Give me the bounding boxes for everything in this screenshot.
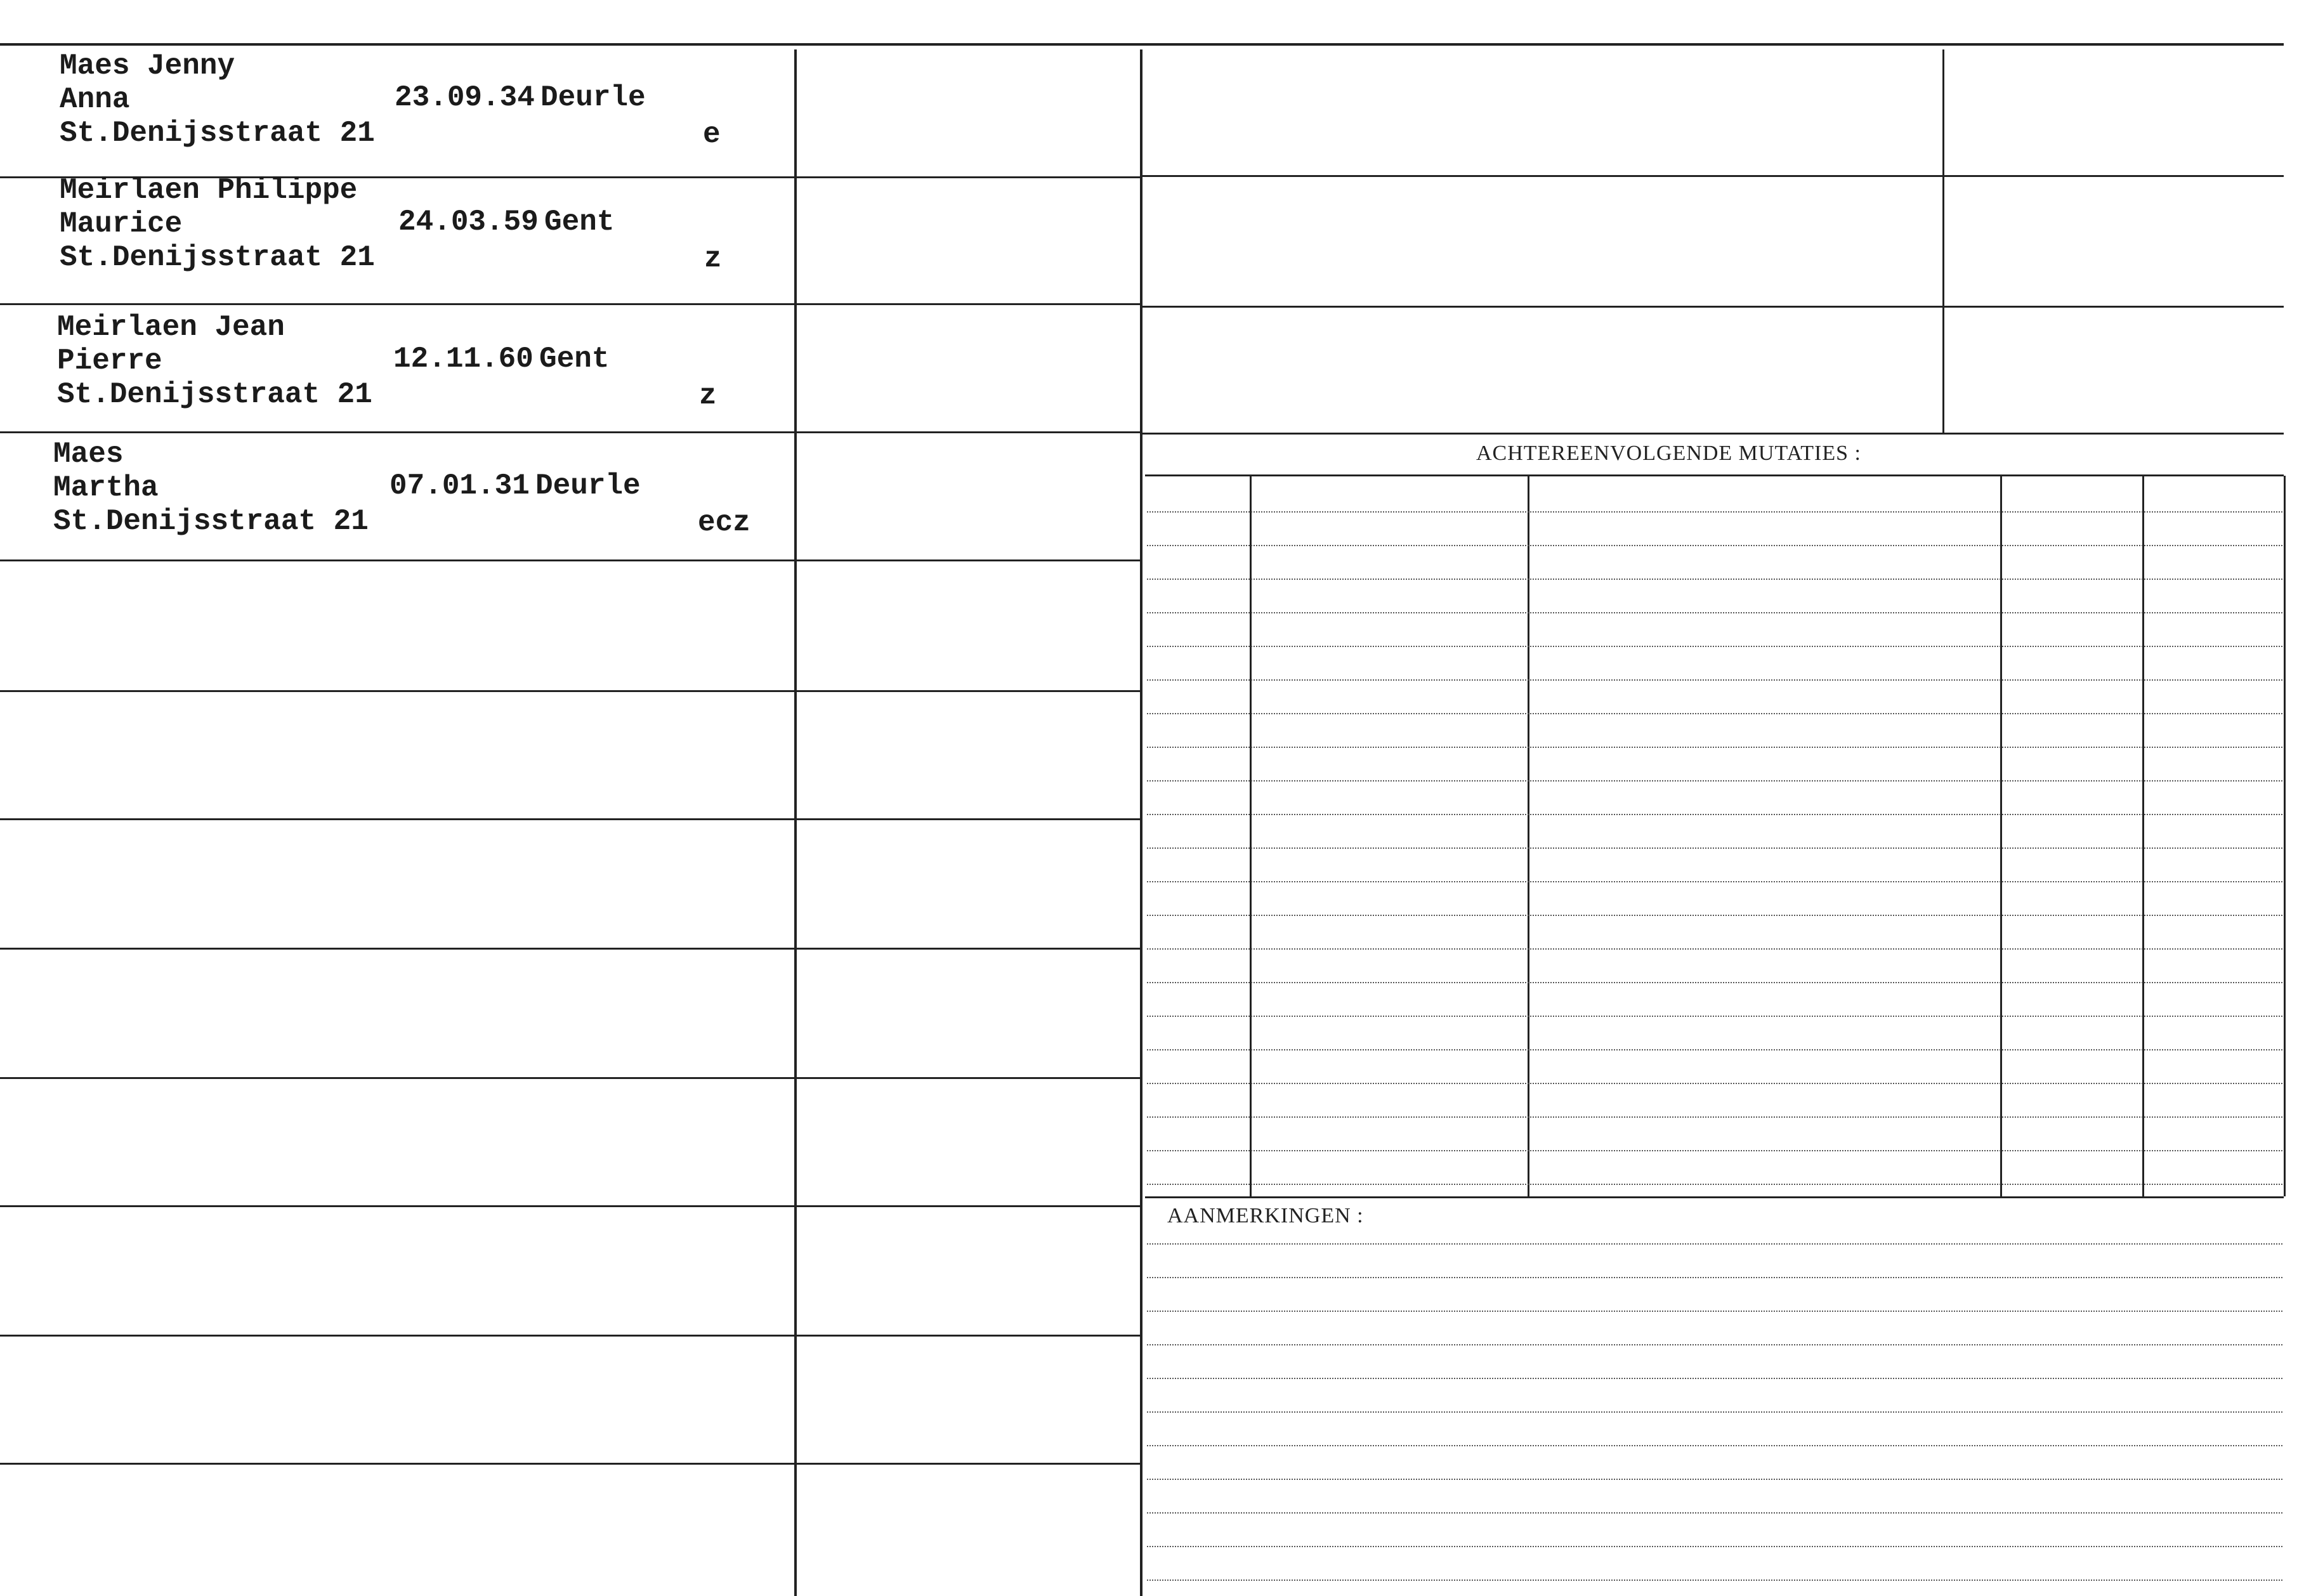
- middle-column-divider: [1140, 49, 1142, 1596]
- row-separator: [0, 690, 1140, 692]
- row-separator: [0, 948, 1140, 950]
- mutaties-ruled-line: [1147, 579, 2282, 580]
- right-row-separator: [1142, 433, 2284, 435]
- mutaties-ruled-line: [1147, 982, 2282, 983]
- mutaties-table-bottom: [1145, 1196, 2284, 1198]
- remarks-ruled-line: [1147, 1512, 2282, 1514]
- remarks-ruled-line: [1147, 1479, 2282, 1480]
- remarks-ruled-line: [1147, 1445, 2282, 1446]
- name-line: Maes: [53, 438, 124, 471]
- mutaties-column-divider: [1528, 476, 1529, 1196]
- right-top-divider: [1942, 49, 1944, 433]
- person-entry: [0, 311, 793, 438]
- mutaties-ruled-line: [1147, 1083, 2282, 1084]
- mutaties-ruled-line: [1147, 1116, 2282, 1118]
- right-row-separator: [1142, 306, 2284, 308]
- mutaties-ruled-line: [1147, 915, 2282, 916]
- mutaties-ruled-line: [1147, 1049, 2282, 1050]
- address-line: St.Denijsstraat 21: [57, 378, 372, 411]
- mutaties-table-top: [1145, 474, 2284, 476]
- mutaties-ruled-line: [1147, 780, 2282, 782]
- birth-place: Deurle: [540, 81, 646, 114]
- mutaties-ruled-line: [1147, 814, 2282, 815]
- mutaties-ruled-line: [1147, 881, 2282, 882]
- remarks-ruled-line: [1147, 1277, 2282, 1278]
- row-separator: [0, 1335, 1140, 1337]
- mutaties-ruled-line: [1147, 646, 2282, 647]
- given-names-line: Pierre: [57, 344, 162, 377]
- address-line: St.Denijsstraat 21: [60, 241, 375, 274]
- mutaties-ruled-line: [1147, 713, 2282, 714]
- row-separator: [0, 303, 1140, 305]
- mutaties-ruled-line: [1147, 511, 2282, 513]
- birth-place: Deurle: [535, 469, 641, 502]
- birth-date: 12.11.60: [393, 343, 534, 376]
- status-code: e: [703, 118, 721, 151]
- name-line: Meirlaen Philippe: [60, 174, 358, 207]
- mutaties-ruled-line: [1147, 545, 2282, 546]
- given-names-line: Maurice: [60, 207, 183, 240]
- birth-date: 23.09.34: [395, 81, 535, 114]
- given-names-line: Anna: [60, 83, 130, 116]
- mutaties-ruled-line: [1147, 1016, 2282, 1017]
- person-entry: [0, 174, 793, 301]
- remarks-ruled-line: [1147, 1243, 2282, 1245]
- mutaties-ruled-line: [1147, 679, 2282, 681]
- name-line: Meirlaen Jean: [57, 311, 285, 344]
- mutaties-table-right: [2284, 476, 2286, 1196]
- birth-date: 24.03.59: [398, 206, 539, 239]
- right-row-separator: [1142, 175, 2284, 177]
- birth-place: Gent: [539, 343, 610, 376]
- mutaties-ruled-line: [1147, 1184, 2282, 1185]
- mutaties-ruled-line: [1147, 747, 2282, 748]
- mutaties-ruled-line: [1147, 612, 2282, 613]
- remarks-ruled-line: [1147, 1344, 2282, 1345]
- remarks-ruled-line: [1147, 1546, 2282, 1547]
- status-code: z: [699, 379, 717, 412]
- row-separator: [0, 818, 1140, 820]
- top-border: [0, 43, 2284, 46]
- mutaties-column-divider: [2000, 476, 2002, 1196]
- remarks-ruled-line: [1147, 1411, 2282, 1413]
- person-entry: [0, 49, 793, 176]
- status-code: ecz: [698, 506, 750, 539]
- row-separator: [0, 1463, 1140, 1465]
- name-line: Maes Jenny: [60, 49, 235, 82]
- row-separator: [0, 1205, 1140, 1207]
- row-separator: [0, 1077, 1140, 1079]
- status-code: z: [704, 242, 722, 275]
- address-line: St.Denijsstraat 21: [60, 117, 375, 150]
- remarks-ruled-line: [1147, 1311, 2282, 1312]
- birth-place: Gent: [544, 206, 615, 239]
- person-entry: [0, 438, 793, 565]
- mutaties-column-divider: [2142, 476, 2144, 1196]
- given-names-line: Martha: [53, 471, 159, 504]
- left-column-divider: [794, 49, 797, 1596]
- remarks-ruled-line: [1147, 1580, 2282, 1581]
- remarks-heading: AANMERKINGEN :: [1167, 1204, 1364, 1227]
- address-line: St.Denijsstraat 21: [53, 505, 369, 538]
- birth-date: 07.01.31: [390, 469, 530, 502]
- mutaties-ruled-line: [1147, 1150, 2282, 1151]
- mutaties-ruled-line: [1147, 948, 2282, 950]
- mutaties-column-divider: [1250, 476, 1252, 1196]
- remarks-ruled-line: [1147, 1378, 2282, 1379]
- mutaties-ruled-line: [1147, 847, 2282, 849]
- mutaties-heading: ACHTEREENVOLGENDE MUTATIES :: [1476, 442, 1861, 465]
